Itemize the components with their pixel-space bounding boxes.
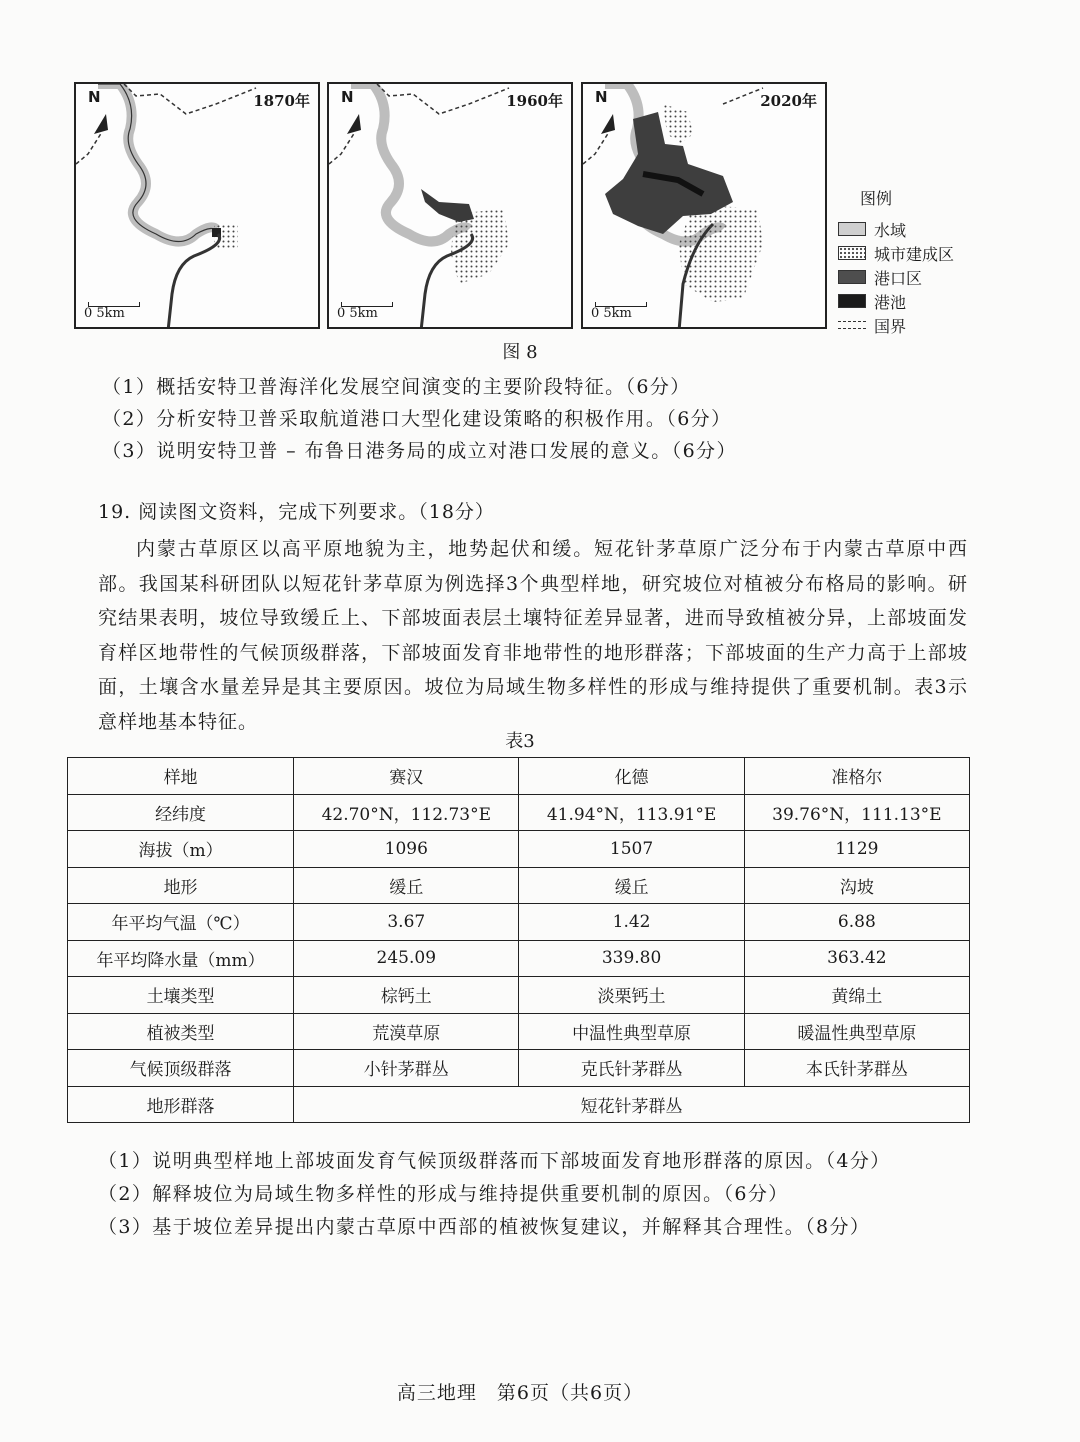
table-cell: 沟坡 [744,867,969,904]
map-2020-drawing [583,84,827,329]
table-header-cell: 样地 [68,758,294,795]
table-cell: 棕钙土 [294,977,519,1014]
table-cell: 1129 [744,831,969,868]
water-swatch [838,222,866,236]
table-cell: 245.09 [294,940,519,977]
table-row [68,867,970,904]
figure-caption: 图 8 [502,342,538,363]
river-bank [98,84,220,329]
scale-label: 0 5km [337,306,378,321]
legend-item-basin [838,289,954,313]
table-caption: 表3 [505,731,535,752]
table-row [68,1086,970,1123]
table-row [68,904,970,941]
map-1960 [327,82,573,329]
table-cell: 3.67 [294,904,519,941]
table-cell: 植被类型 [68,1013,294,1050]
table-cell: 1096 [294,831,519,868]
legend-label: 国界 [874,316,907,336]
table-header-cell: 赛汉 [294,758,519,795]
sample-site-table [67,757,970,1123]
north-label: N [88,88,101,106]
table-cell: 339.80 [519,940,744,977]
river-water [98,84,216,242]
table-cell: 土壤类型 [68,977,294,1014]
q19-sub1: （1）说明典型样地上部坡面发育气候顶级群落而下部坡面发育地形群落的原因。（4分） [98,1150,891,1172]
q18-sub1: （1）概括安特卫普海洋化发展空间演变的主要阶段特征。（6分） [102,376,691,398]
table-cell: 6.88 [744,904,969,941]
q19-sub2: （2）解释坡位为局域生物多样性的形成与维持提供重要机制的原因。（6分） [98,1183,789,1205]
table-cell: 暖温性典型草原 [744,1013,969,1050]
legend-label: 水域 [874,220,907,240]
table-cell: 经纬度 [68,794,294,831]
map-1870-drawing [76,84,320,329]
urban-area-south [679,204,763,302]
table-cell: 气候顶级群落 [68,1050,294,1087]
border-swatch [838,321,866,329]
scale-bar [337,306,378,321]
table-cell: 363.42 [744,940,969,977]
table-row [68,1013,970,1050]
north-label: N [341,88,354,106]
table-cell: 小针茅群丛 [294,1050,519,1087]
q19-sub3: （3）基于坡位差异提出内蒙古草原中西部的植被恢复建议，并解释其合理性。（8分） [98,1216,871,1238]
table-row [68,940,970,977]
port-area [421,189,474,222]
north-label: N [595,88,608,106]
urban-area-north [663,104,693,144]
table-cell: 淡栗钙土 [519,977,744,1014]
table-cell: 缓丘 [294,867,519,904]
q18-sub2: （2）分析安特卫普采取航道港口大型化建设策略的积极作用。（6分） [102,408,732,430]
table-cell: 地形群落 [68,1086,294,1123]
scale-bar [84,306,125,321]
legend-item-port [838,265,954,289]
legend-label: 城市建成区 [874,244,955,264]
table-header-row [68,758,970,795]
legend-label: 港口区 [874,268,923,288]
urban-swatch [838,246,866,260]
north-arrow [94,114,108,134]
legend-title: 图例 [860,189,893,208]
table-cell: 克氏针茅群丛 [519,1050,744,1087]
map-year: 1870年 [253,92,310,110]
q19-paragraph-text: 内蒙古草原区以高平原地貌为主，地势起伏和缓。短花针茅草原广泛分布于内蒙古草原中西部。我国某科研团队以短花针茅草原为例选择3个典型样地，研究坡位对植被分布格局的影响。研究结果表明，坡位导致缓丘上、下部坡面表层土壤特征差异显著，进而导致植被分异，上部坡面发育样区地带性的气候顶级群落，下部坡面发育非地带性的地形群落；下部坡面的生产力高于上部坡面，土壤含水量差异是其主要原因。坡位为局域生物多样性的形成与维持提供了重要机制。表3示意样地基本特征。 [98,538,968,733]
map-legend [838,186,954,337]
basin-swatch [838,294,866,308]
map-1960-drawing [329,84,573,329]
table-cell: 1507 [519,831,744,868]
legend-item-border [838,313,954,337]
map-2020 [581,82,827,329]
table-header-cell: 准格尔 [744,758,969,795]
scale-label: 0 5km [591,306,632,321]
legend-item-water [838,217,954,241]
table-cell-merged: 短花针茅群丛 [294,1086,970,1123]
table-cell: 39.76°N，111.13°E [744,794,969,831]
table-row [68,1050,970,1087]
table-cell: 黄绵土 [744,977,969,1014]
table-cell: 42.70°N，112.73°E [294,794,519,831]
table-cell: 年平均降水量（mm） [68,940,294,977]
scale-bar [591,306,632,321]
page-footer: 高三地理 第6页（共6页） [396,1382,644,1404]
table-cell: 中温性典型草原 [519,1013,744,1050]
table-header-cell: 化德 [519,758,744,795]
legend-label: 港池 [874,292,907,312]
north-arrow [347,114,361,134]
table-row [68,794,970,831]
table-cell: 地形 [68,867,294,904]
map-1870 [74,82,320,329]
table-cell: 年平均气温（℃） [68,904,294,941]
table-cell: 41.94°N，113.91°E [519,794,744,831]
map-year: 2020年 [760,92,817,110]
north-arrow [601,114,615,134]
legend-item-urban [838,241,954,265]
table-cell: 海拔（m） [68,831,294,868]
table-row [68,977,970,1014]
map-year: 1960年 [506,92,563,110]
q18-sub3: （3）说明安特卫普 – 布鲁日港务局的成立对港口发展的意义。（6分） [102,440,737,462]
table-cell: 缓丘 [519,867,744,904]
table-cell: 本氏针茅群丛 [744,1050,969,1087]
q19-paragraph [98,532,968,739]
scale-label: 0 5km [84,306,125,321]
table-row [68,831,970,868]
q19-heading: 19. 阅读图文资料，完成下列要求。（18分） [98,501,495,523]
table-cell: 荒漠草原 [294,1013,519,1050]
table-cell: 1.42 [519,904,744,941]
port-swatch [838,270,866,284]
river-upstream [168,234,220,329]
